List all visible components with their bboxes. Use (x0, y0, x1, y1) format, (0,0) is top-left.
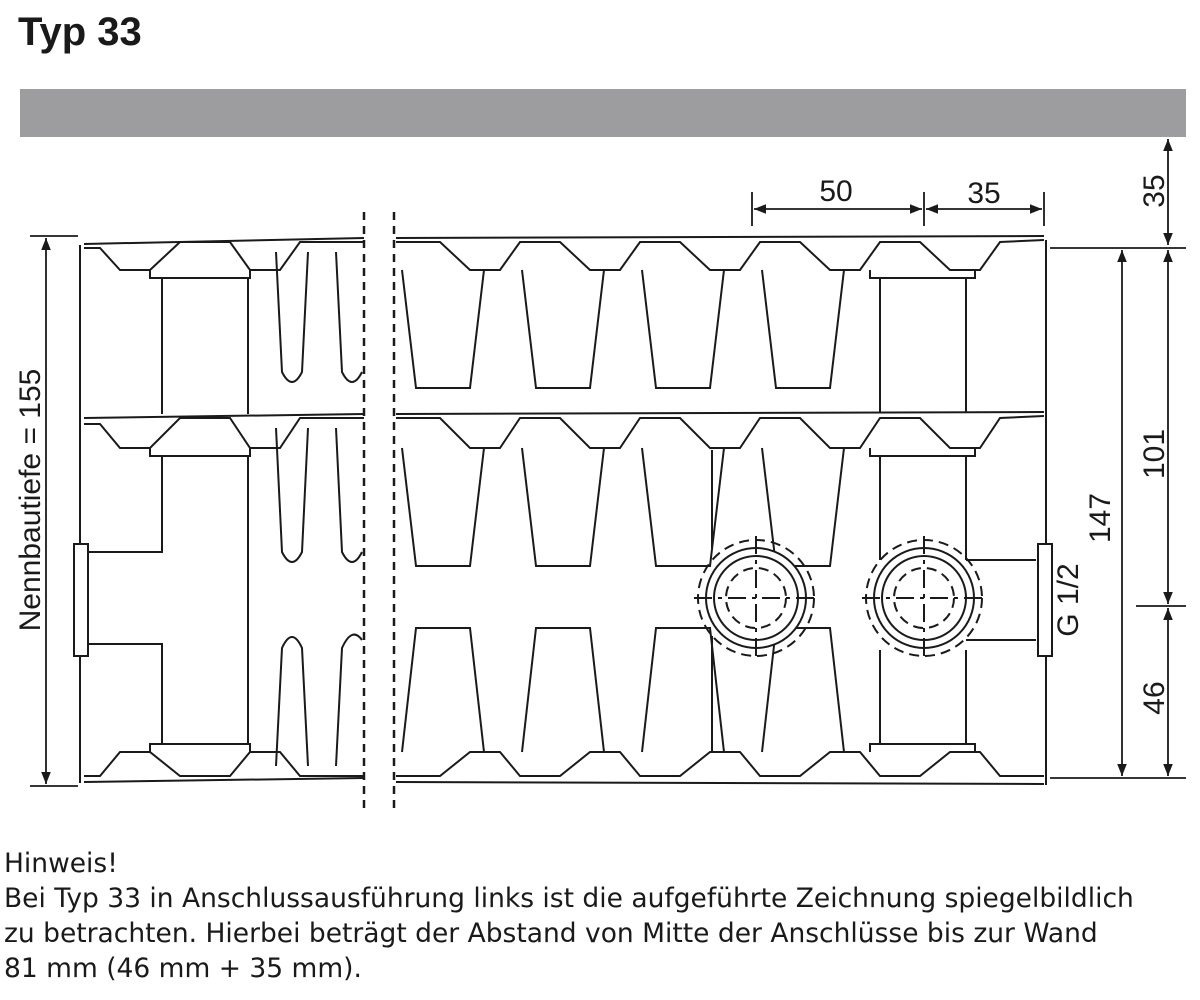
dim-50-label: 50 (819, 175, 853, 208)
page-title: Typ 33 (18, 10, 142, 54)
dim-35-wall-label: 35 (1138, 174, 1171, 208)
wall-bar (20, 89, 1186, 137)
side-plug-left (74, 544, 88, 656)
note-heading: Hinweis! (4, 848, 118, 879)
panel-bottom (84, 744, 1044, 784)
note-line-1: Bei Typ 33 in Anschlussausführung links ist die aufgeführte Zeichnung spiegelbildlich (4, 883, 1134, 914)
dim-147-label: 147 (1084, 492, 1117, 544)
dim-46-label: 46 (1138, 681, 1171, 715)
dim-35-top-label: 35 (967, 177, 1001, 210)
dim-101-label: 101 (1138, 428, 1171, 480)
panel-middle (84, 412, 1044, 456)
depth-label: Nennbautiefe = 155 (14, 368, 47, 632)
thread-label: G 1/2 (1052, 563, 1085, 637)
radiator-body (80, 236, 1046, 785)
panel-top (84, 236, 1044, 278)
note-line-2: zu betrachten. Hierbei beträgt der Abstand von Mitte der Anschlüsse bis zur Wand (4, 918, 1098, 949)
note-block (4, 846, 1194, 986)
note-line-3: 81 mm (46 mm + 35 mm). (4, 953, 362, 984)
side-plug-right (1038, 544, 1052, 656)
